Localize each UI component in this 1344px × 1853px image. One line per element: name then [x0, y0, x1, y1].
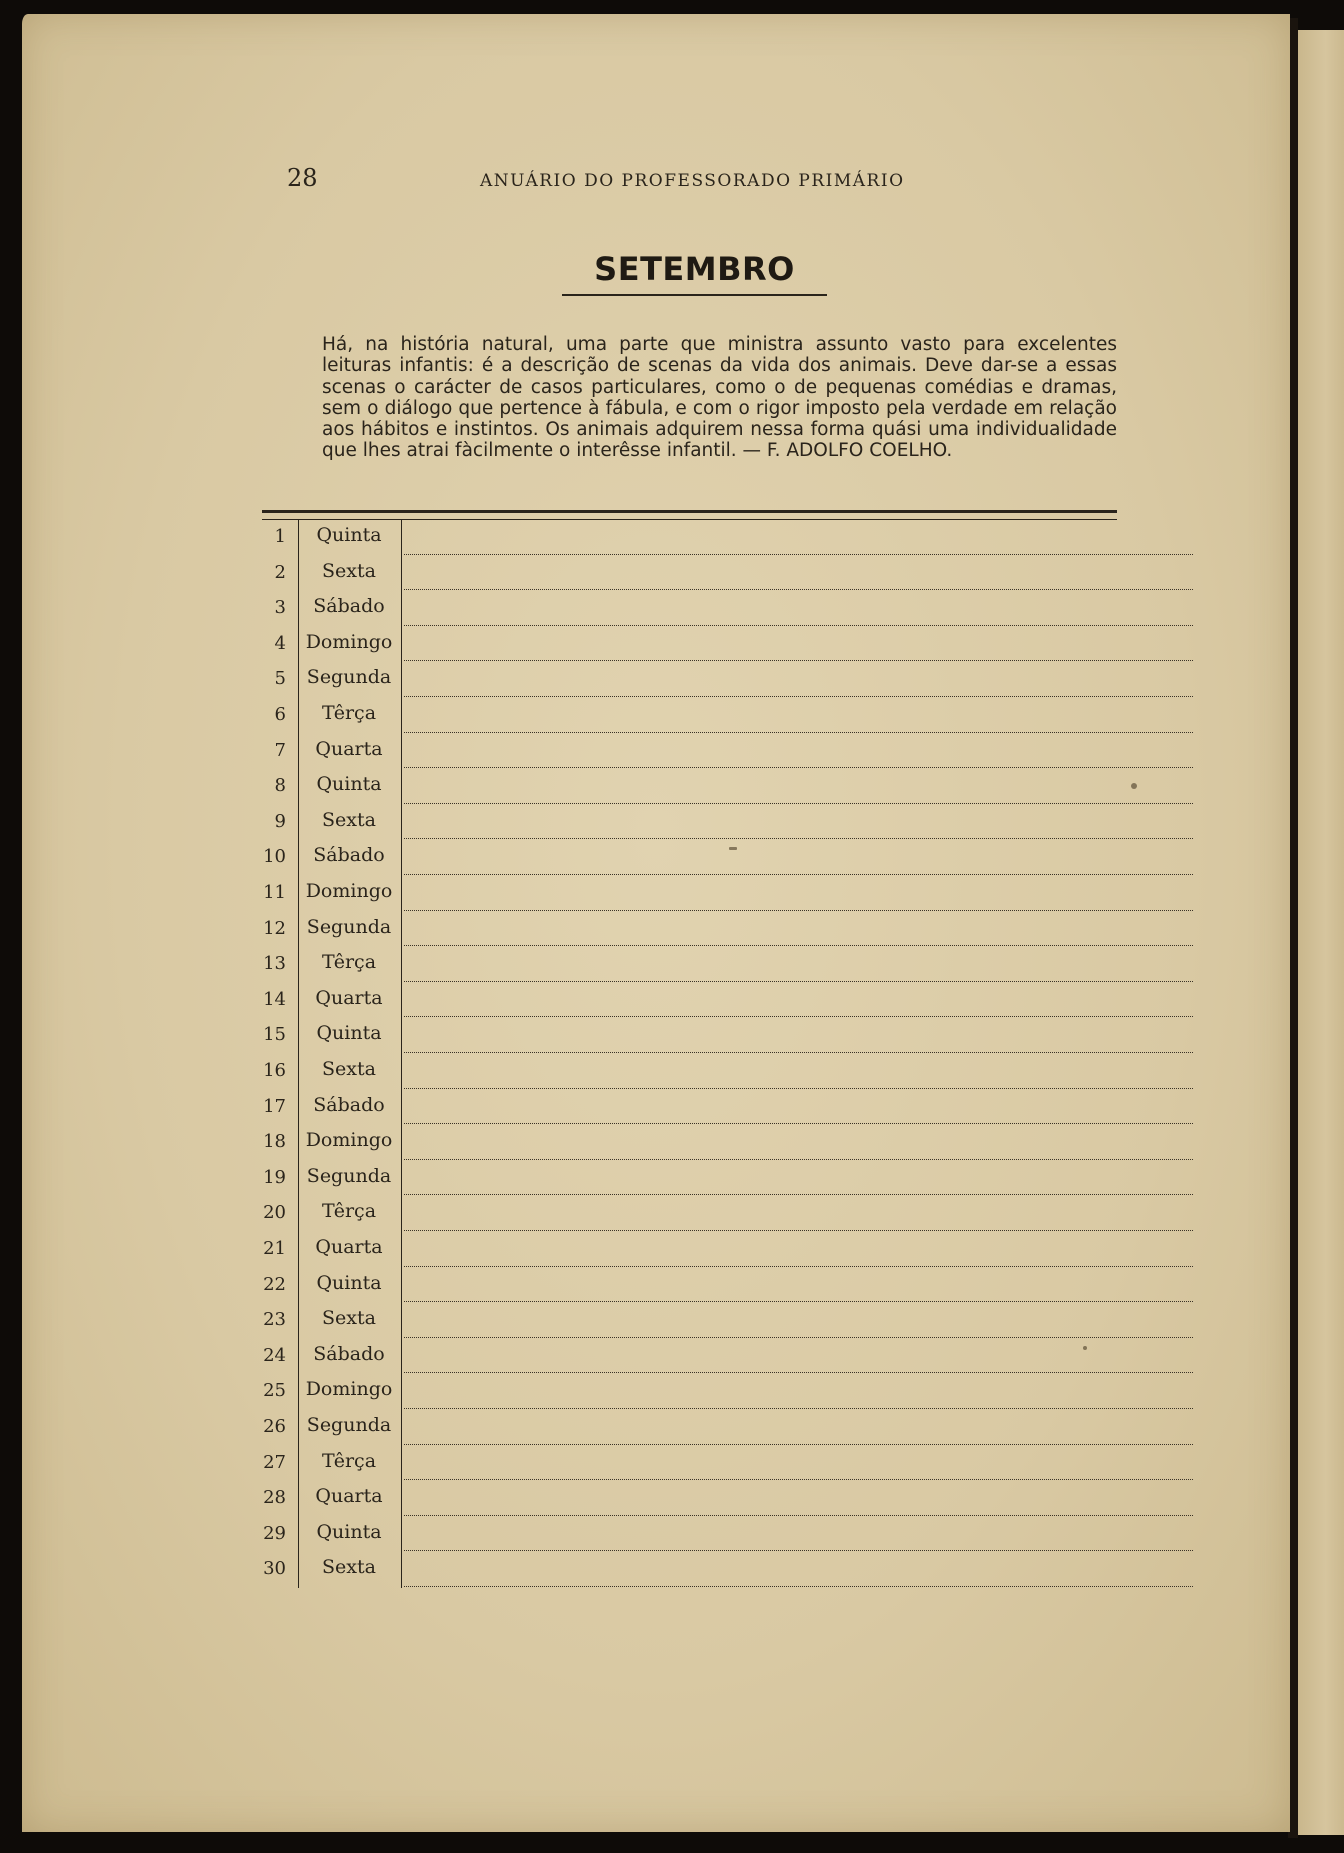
day-number: 20 [263, 1202, 286, 1224]
day-number: 18 [263, 1131, 286, 1153]
day-number: 19 [263, 1166, 286, 1188]
day-number: 8 [274, 775, 286, 797]
weekday-name: Têrça [321, 702, 377, 724]
column-divider [298, 520, 299, 556]
calendar-day-row [0, 769, 1344, 805]
weekday-name: Quarta [315, 1485, 383, 1508]
column-divider [401, 1268, 402, 1304]
day-number: 27 [263, 1451, 286, 1473]
month-title: SETEMBRO [562, 250, 827, 296]
calendar-day-row [0, 1517, 1344, 1553]
running-head: ANUÁRIO DO PROFESSORADO PRIMÁRIO [480, 171, 905, 191]
note-line [404, 732, 1193, 733]
column-divider [401, 1232, 402, 1268]
note-line [404, 981, 1193, 982]
day-number: 28 [263, 1487, 286, 1509]
note-line [404, 660, 1193, 661]
note-line [404, 1123, 1193, 1124]
calendar-day-row [0, 1339, 1344, 1375]
day-number: 23 [263, 1309, 286, 1331]
note-line [404, 1515, 1193, 1516]
column-divider [298, 1339, 299, 1375]
column-divider [298, 556, 299, 592]
calendar-day-row [0, 1125, 1344, 1161]
column-divider [401, 1339, 402, 1375]
note-line [404, 910, 1193, 911]
note-line [404, 1266, 1193, 1267]
column-divider [298, 662, 299, 698]
column-divider [298, 1268, 299, 1304]
column-divider [401, 698, 402, 734]
calendar-day-row [0, 698, 1344, 734]
column-divider [401, 734, 402, 770]
calendar-day-row [0, 1018, 1344, 1054]
weekday-name: Domingo [305, 880, 393, 902]
paper-speck [729, 847, 737, 850]
day-number: 1 [274, 526, 286, 547]
column-divider [298, 912, 299, 948]
day-number: 25 [263, 1380, 286, 1402]
column-divider [401, 520, 402, 556]
weekday-name: Quinta [316, 524, 382, 546]
paper-speck [1131, 783, 1137, 789]
calendar-day-row [0, 734, 1344, 770]
note-line [404, 1408, 1193, 1409]
note-line [404, 1301, 1193, 1302]
column-divider [401, 1481, 402, 1517]
calendar-day-row [0, 1303, 1344, 1339]
column-divider [298, 698, 299, 734]
weekday-name: Sexta [322, 1556, 376, 1579]
note-line [404, 1479, 1193, 1480]
weekday-name: Sábado [313, 1342, 385, 1365]
calendar-day-row [0, 556, 1344, 592]
day-number: 10 [263, 846, 286, 868]
weekday-name: Têrça [321, 1200, 377, 1223]
column-divider [401, 840, 402, 876]
calendar-day-row [0, 1410, 1344, 1446]
calendar-day-row [0, 1090, 1344, 1126]
column-divider [298, 1446, 299, 1482]
column-divider [401, 591, 402, 627]
weekday-name: Sábado [313, 1093, 385, 1116]
weekday-name: Segunda [306, 915, 392, 938]
weekday-name: Quinta [316, 773, 382, 796]
day-number: 15 [263, 1024, 286, 1046]
weekday-name: Segunda [306, 666, 392, 689]
day-number: 24 [263, 1344, 286, 1366]
weekday-name: Quinta [316, 1520, 382, 1543]
note-line [404, 589, 1193, 590]
day-number: 14 [263, 988, 286, 1010]
column-divider [401, 1303, 402, 1339]
day-number: 11 [263, 882, 286, 903]
calendar-day-row [0, 662, 1344, 698]
note-line [404, 1337, 1193, 1338]
column-divider [298, 840, 299, 876]
column-divider [401, 627, 402, 663]
calendar-day-row [0, 1161, 1344, 1197]
note-line [404, 1088, 1193, 1089]
day-number: 29 [263, 1522, 286, 1544]
column-divider [401, 1161, 402, 1197]
weekday-name: Quinta [316, 1271, 382, 1294]
column-divider [298, 1125, 299, 1161]
note-line [404, 803, 1193, 804]
day-number: 9 [274, 810, 286, 832]
note-line [404, 838, 1193, 839]
day-number: 4 [274, 632, 286, 654]
weekday-name: Quarta [315, 737, 383, 760]
note-line [404, 696, 1193, 697]
day-number: 12 [263, 917, 286, 939]
weekday-name: Sexta [322, 559, 376, 582]
day-number: 22 [263, 1273, 286, 1295]
note-line [404, 767, 1193, 768]
day-number: 2 [274, 561, 286, 583]
column-divider [401, 983, 402, 1019]
column-divider [401, 769, 402, 805]
column-divider [298, 591, 299, 627]
note-line [404, 1159, 1193, 1160]
calendar-day-row [0, 627, 1344, 663]
calendar-day-row [0, 591, 1344, 627]
day-number: 3 [274, 597, 286, 619]
weekday-name: Segunda [306, 1414, 392, 1436]
weekday-name: Sexta [322, 1058, 376, 1080]
column-divider [401, 1054, 402, 1090]
calendar-day-row [0, 1054, 1344, 1090]
column-divider [298, 769, 299, 805]
calendar-day-row [0, 805, 1344, 841]
day-number: 30 [263, 1558, 286, 1580]
weekday-name: Sexta [322, 808, 376, 831]
day-number: 13 [263, 953, 286, 975]
note-line [404, 1052, 1193, 1053]
note-line [404, 1230, 1193, 1231]
day-number: 6 [274, 704, 286, 725]
column-divider [298, 1552, 299, 1588]
note-line [404, 1586, 1193, 1587]
column-divider [298, 1232, 299, 1268]
paper-speck [1083, 1346, 1087, 1350]
calendar-day-row [0, 1196, 1344, 1232]
note-line [404, 625, 1193, 626]
calendar-day-row [0, 1374, 1344, 1410]
calendar-day-row [0, 947, 1344, 983]
column-divider [298, 627, 299, 663]
calendar-day-row [0, 1481, 1344, 1517]
note-line [404, 1550, 1193, 1551]
column-divider [401, 805, 402, 841]
day-number: 5 [274, 668, 286, 690]
column-divider [298, 1196, 299, 1232]
day-number: 21 [263, 1238, 286, 1259]
column-divider [401, 1517, 402, 1553]
column-divider [298, 1517, 299, 1553]
note-line [404, 1194, 1193, 1195]
calendar-day-row [0, 1552, 1344, 1588]
column-divider [298, 1481, 299, 1517]
weekday-name: Quinta [316, 1022, 382, 1045]
calendar-day-row [0, 1268, 1344, 1304]
day-number: 7 [274, 739, 286, 761]
column-divider [401, 556, 402, 592]
weekday-name: Segunda [306, 1164, 392, 1187]
weekday-name: Quarta [315, 986, 383, 1009]
weekday-name: Sábado [313, 844, 385, 867]
calendar-day-row [0, 876, 1344, 912]
column-divider [401, 876, 402, 912]
weekday-name: Têrça [321, 1449, 377, 1472]
column-divider [401, 1196, 402, 1232]
column-divider [298, 1303, 299, 1339]
note-line [404, 1016, 1193, 1017]
column-divider [401, 1374, 402, 1410]
column-divider [298, 1018, 299, 1054]
column-divider [298, 1410, 299, 1446]
column-divider [401, 1125, 402, 1161]
weekday-name: Sexta [322, 1307, 376, 1330]
column-divider [401, 1018, 402, 1054]
column-divider [298, 876, 299, 912]
note-line [404, 1444, 1193, 1445]
weekday-name: Quarta [315, 1236, 383, 1258]
note-line [404, 874, 1193, 875]
page-number: 28 [287, 164, 318, 192]
column-divider [401, 1446, 402, 1482]
column-divider [298, 1161, 299, 1197]
column-divider [298, 983, 299, 1019]
calendar-day-row [0, 1446, 1344, 1482]
note-line [404, 1372, 1193, 1373]
weekday-name: Têrça [321, 951, 377, 974]
column-divider [401, 1410, 402, 1446]
column-divider [298, 1090, 299, 1126]
calendar-day-row [0, 912, 1344, 948]
column-divider [298, 1054, 299, 1090]
epigraph-quote: Há, na história natural, uma parte que ministra assunto vasto para excelentes leituras infantis: é a descrição de scenas da vida dos animais. Deve dar-se a essas scenas o carácter de casos particulares, como o de pequenas comédias e dramas, sem o diálogo que pertence à fábula, e com o rigor imposto pela verdade em relação aos hábitos e instintos. Os animais adquirem nessa forma quási uma individualidade que lhes atrai fàcilmente o interêsse infantil. — F. ADOLFO COELHO. [322, 334, 1117, 462]
weekday-name: Sábado [313, 595, 385, 618]
column-divider [401, 1090, 402, 1126]
column-divider [401, 912, 402, 948]
column-divider [298, 805, 299, 841]
column-divider [298, 734, 299, 770]
weekday-name: Domingo [305, 630, 393, 653]
note-line [404, 554, 1193, 555]
column-divider [298, 1374, 299, 1410]
weekday-name: Domingo [305, 1378, 393, 1401]
column-divider [401, 1552, 402, 1588]
day-number: 26 [263, 1416, 286, 1437]
day-number: 16 [263, 1060, 286, 1081]
calendar-day-row [0, 983, 1344, 1019]
weekday-name: Domingo [305, 1129, 393, 1152]
calendar-day-row [0, 520, 1344, 556]
column-divider [401, 662, 402, 698]
day-number: 17 [263, 1095, 286, 1117]
column-divider [298, 947, 299, 983]
calendar-day-row [0, 840, 1344, 876]
calendar-day-row [0, 1232, 1344, 1268]
column-divider [401, 947, 402, 983]
note-line [404, 945, 1193, 946]
